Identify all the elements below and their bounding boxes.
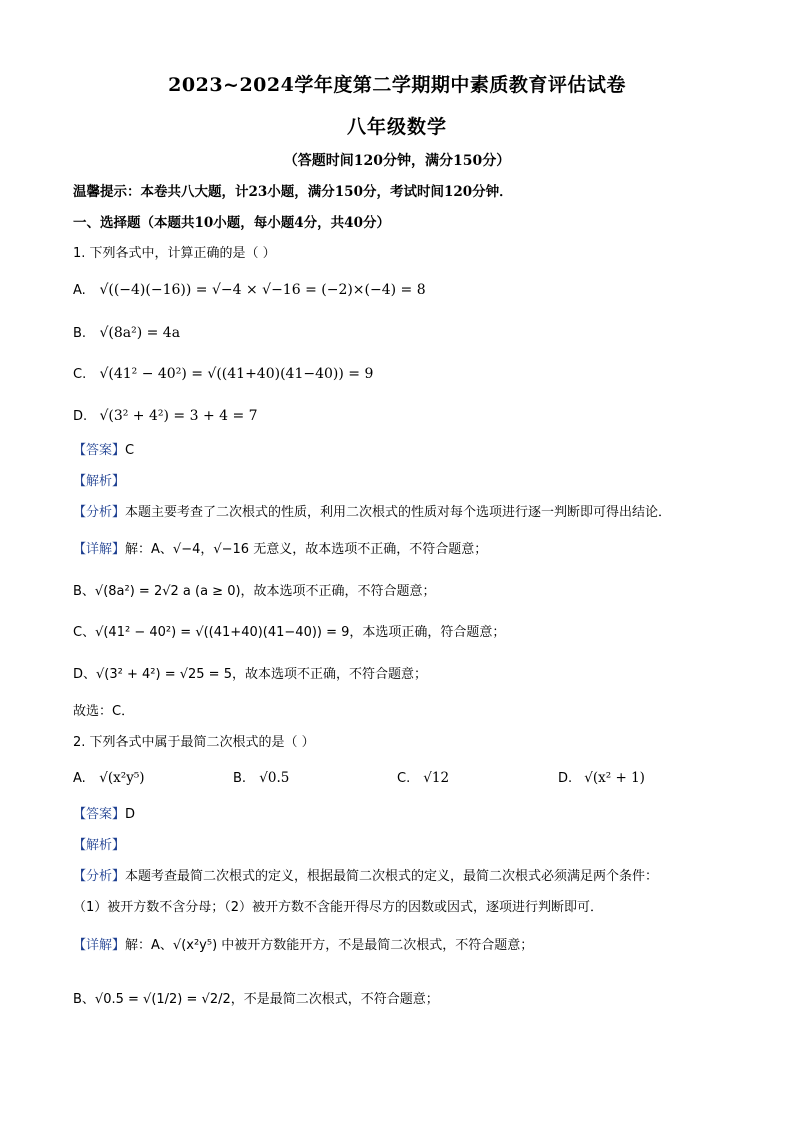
q2-option-c-label: C. [397, 771, 411, 786]
q1-option-b [73, 323, 180, 344]
q1-fenxi-text: 本题主要考查了二次根式的性质，利用二次根式的性质对每个选项进行逐一判断即可得出结论． [125, 505, 672, 520]
q1-option-c-label: C. [73, 367, 87, 382]
q2-answer [73, 805, 135, 825]
q1-answer [73, 441, 134, 461]
q1-fenxi-tag: 【分析】 [73, 505, 126, 520]
q1-analysis-tag: 【解析】 [73, 474, 126, 489]
q1-option-a-label: A. [73, 283, 86, 298]
q2-detail-a [73, 936, 533, 956]
q2-detail-tag: 【详解】 [73, 938, 126, 953]
q1-option-c [73, 364, 373, 385]
q2-option-b-expr: √0.5 [259, 770, 290, 786]
q1-option-a [73, 280, 426, 301]
q2-detail-b: B、√0.5 = √(1/2) = √2/2，不是最简二次根式，不符合题意； [73, 992, 439, 1007]
q1-option-d-label: D. [73, 409, 88, 424]
q2-option-a [73, 768, 145, 789]
q1-fenxi [73, 503, 671, 523]
q2-option-d-expr: √(x² + 1) [584, 770, 645, 786]
q1-detail-tag: 【详解】 [73, 542, 126, 557]
q1-option-d [73, 406, 258, 427]
q1-option-c-expr: √(41² − 40²) = √((41+40)(41−40)) = 9 [99, 366, 374, 382]
q1-detail-c: C、√(41² − 40²) = √((41+40)(41−40)) = 9，本选项正确，符合题意； [73, 625, 506, 640]
q1-answer-value: C [125, 443, 135, 458]
q2-option-a-label: A. [73, 771, 86, 786]
q2-option-c [397, 768, 449, 789]
section-heading-choice: 一、选择题（本题共10小题，每小题4分，共40分） [73, 215, 390, 231]
q1-answer-tag: 【答案】 [73, 443, 126, 458]
exam-title: 2023~2024学年度第二学期期中素质教育评估试卷 [168, 74, 626, 96]
q2-fenxi [73, 867, 658, 887]
q2-option-c-expr: √12 [423, 770, 450, 786]
q2-fenxi-text: 本题考查最简二次根式的定义，根据最简二次根式的定义，最简二次根式必须满足两个条件： [125, 869, 659, 884]
q2-option-d [558, 768, 645, 789]
exam-time-info: （答题时间120分钟，满分150分） [283, 153, 511, 169]
q1-conclusion: 故选：C． [73, 704, 135, 719]
exam-tips: 温馨提示：本卷共八大题，计23小题，满分150分，考试时间120分钟． [73, 184, 513, 200]
q2-option-b-label: B. [233, 771, 247, 786]
q1-detail-a-text: 解：A、√−4，√−16 无意义，故本选项不正确，不符合题意； [125, 542, 488, 557]
q2-answer-value: D [125, 807, 136, 822]
q2-detail-a-text: 解：A、√(x²y⁵) 中被开方数能开方，不是最简二次根式，不符合题意； [125, 938, 534, 953]
q2-option-d-label: D. [558, 771, 573, 786]
q2-stem: 2. 下列各式中属于最简二次根式的是（ ） [73, 735, 315, 750]
q2-fenxi-continued: （1）被开方数不含分母；（2）被开方数不含能开得尽方的因数或因式，逐项进行判断即可． [73, 900, 604, 915]
q2-option-a-expr: √(x²y⁵) [99, 770, 145, 786]
q1-option-a-expr: √((−4)(−16)) = √−4 × √−16 = (−2)×(−4) = 8 [99, 282, 426, 298]
q1-stem: 1. 下列各式中，计算正确的是（ ） [73, 246, 276, 261]
q1-detail-b: B、√(8a²) = 2√2 a (a ≥ 0)，故本选项不正确，不符合题意； [73, 584, 436, 599]
q1-option-b-expr: √(8a²) = 4a [99, 325, 181, 341]
exam-subject: 八年级数学 [346, 116, 447, 138]
q1-detail-a [73, 540, 487, 560]
q2-fenxi-tag: 【分析】 [73, 869, 126, 884]
q1-option-d-expr: √(3² + 4²) = 3 + 4 = 7 [99, 408, 258, 424]
q1-option-b-label: B. [73, 326, 87, 341]
q2-option-b [233, 768, 289, 789]
q2-answer-tag: 【答案】 [73, 807, 126, 822]
q2-analysis-tag: 【解析】 [73, 838, 126, 853]
q1-detail-d: D、√(3² + 4²) = √25 = 5，故本选项不正确，不符合题意； [73, 667, 427, 682]
